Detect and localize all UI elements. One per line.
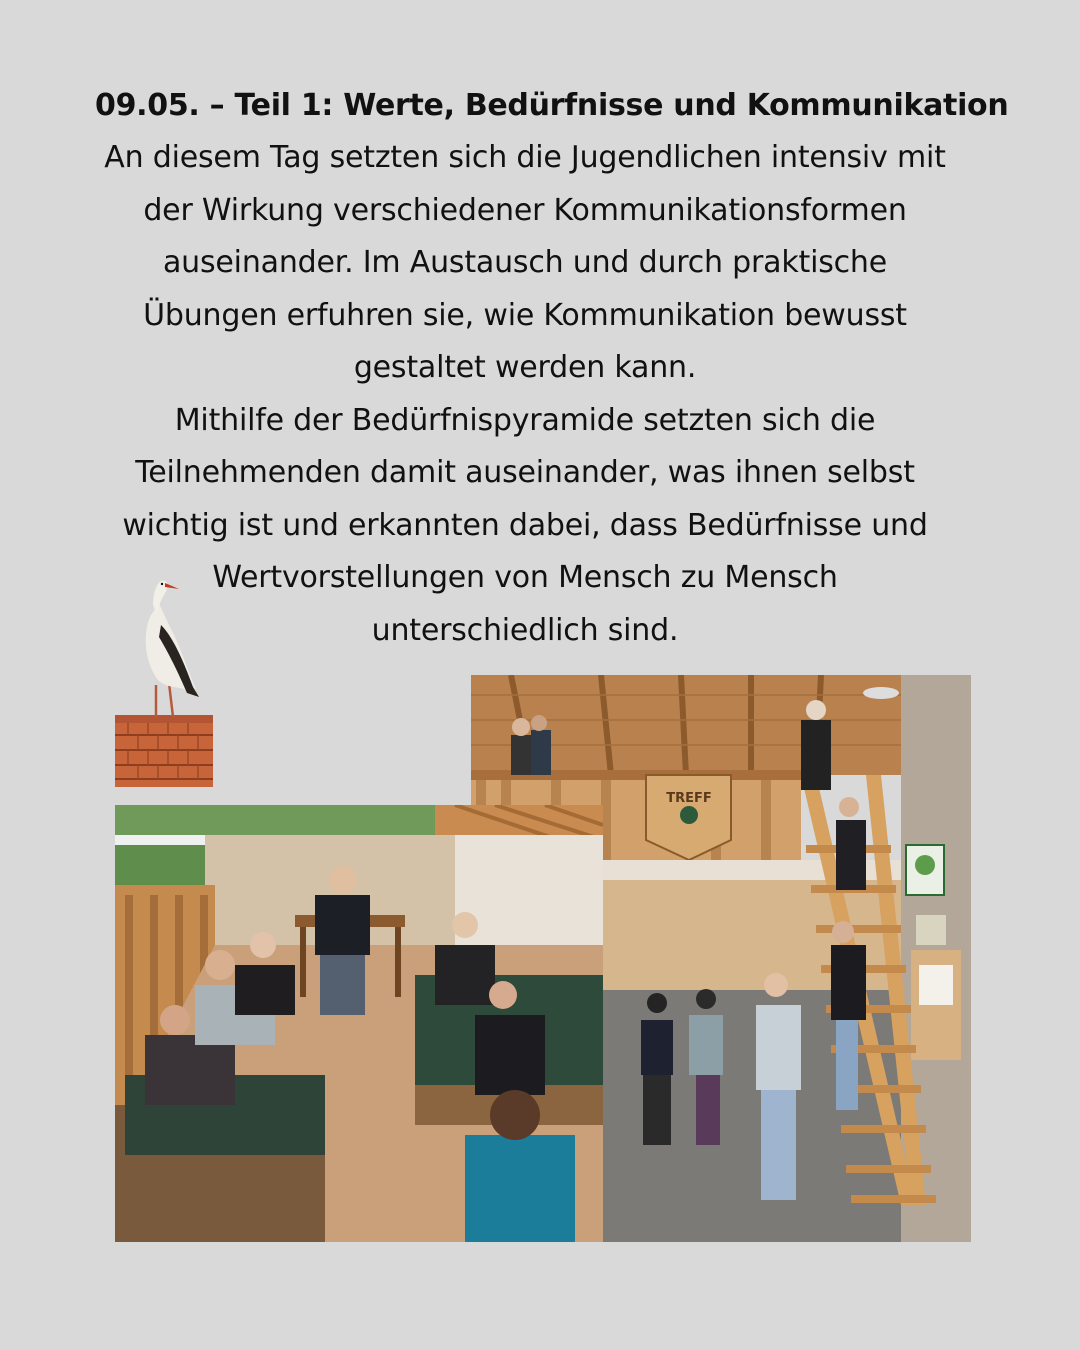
group-discussion-photo <box>115 805 603 1242</box>
paragraph-line: gestaltet werden kann. <box>353 350 697 385</box>
paragraph-line: Übungen erfuhren sie, wie Kommunikation bewusst <box>143 297 907 333</box>
roof-tiles-icon <box>115 715 213 787</box>
paragraph-line: Wertvorstellungen von Mensch zu Mensch <box>212 560 838 595</box>
paragraph-line: Teilnehmenden damit auseinander, was ihnen selbst <box>135 455 915 490</box>
paragraph-communication <box>70 132 980 395</box>
stork-illustration <box>113 575 215 789</box>
text-block <box>70 80 1009 657</box>
paragraph-line: Mithilfe der Bedürfnispyramide setzten sich die <box>174 402 876 438</box>
paragraph-line: der Wirkung verschiedener Kommunikationsformen <box>143 192 907 228</box>
stork-icon <box>146 580 199 717</box>
paragraph-line: unterschiedlich sind. <box>371 612 679 648</box>
paragraph-line: An diesem Tag setzten sich die Jugendlichen intensiv mit <box>104 140 946 175</box>
paragraph-line: wichtig ist und erkannten dabei, dass Bedürfnisse und <box>122 507 928 543</box>
treff-sign-text: TREFF <box>666 791 712 806</box>
paragraph-line: auseinander. Im Austausch und durch praktische <box>163 245 887 280</box>
section-heading: 09.05. – Teil 1: Werte, Bedürfnisse und Kommunikation <box>95 88 1009 123</box>
